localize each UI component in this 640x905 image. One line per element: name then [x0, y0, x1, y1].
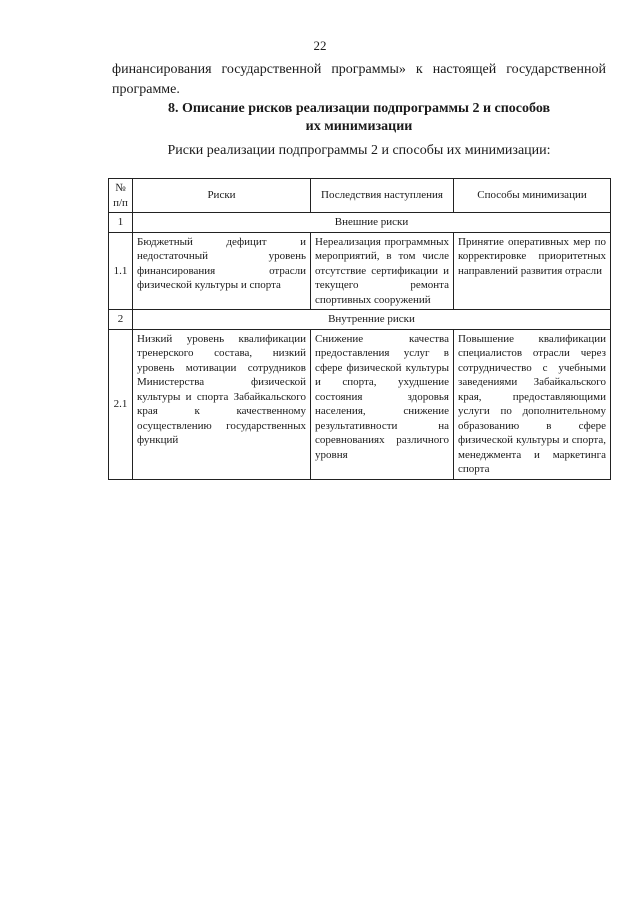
intro-line-1: финансирования государственной программы» к настоящей государственной	[112, 62, 606, 77]
table-header-row	[109, 179, 611, 213]
group-row-external	[109, 213, 611, 233]
risk-cell: Низкий уровень квалификации тренерского состава, низкий уровень мотивации сотрудников Министерства физической культуры и спорта Забайкальского края к качественному осуществлению государственных функций	[133, 329, 311, 479]
group-label: Внутренние риски	[133, 310, 611, 330]
group-num: 2	[109, 310, 133, 330]
risk-cell: Бюджетный дефицит и недостаточный уровень финансирования отрасли физической культуры и спорта	[133, 232, 311, 310]
section-heading	[112, 100, 606, 136]
method-cell: Принятие оперативных мер по корректировке приоритетных направлений развития отрасли	[454, 232, 611, 310]
intro-paragraph	[112, 60, 606, 100]
group-row-internal	[109, 310, 611, 330]
row-num: 1.1	[109, 232, 133, 310]
section-heading-line-2: их минимизации	[305, 119, 413, 134]
group-num: 1	[109, 213, 133, 233]
consequence-cell: Нереализация программных мероприятий, в том числе отсутствие сертификации и текущего ремонта спортивных сооружений	[311, 232, 454, 310]
consequence-cell: Снижение качества предоставления услуг в сфере физической культуры и спорта, ухудшение состояния здоровья населения, снижение результативности на соревнованиях различного уровня	[311, 329, 454, 479]
intro-line-2: программе.	[112, 82, 180, 97]
table-caption: Риски реализации подпрограммы 2 и способы их минимизации:	[167, 143, 551, 158]
table-row	[109, 329, 611, 479]
row-num: 2.1	[109, 329, 133, 479]
header-methods: Способы минимизации	[454, 179, 611, 213]
method-cell: Повышение квалификации специалистов отрасли через сотрудничество с учебными заведениями Забайкальского края, предоставляющими услуги по дополнительному образованию в сфере физической культуры и спорта, менеджмента и маркетинга спорта	[454, 329, 611, 479]
table-row	[109, 232, 611, 310]
header-risks: Риски	[133, 179, 311, 213]
header-consequences: Последствия наступления	[311, 179, 454, 213]
header-num: № п/п	[109, 179, 133, 213]
risks-table	[108, 178, 611, 480]
group-label: Внешние риски	[133, 213, 611, 233]
page-number: 22	[313, 38, 327, 53]
section-heading-line-1: 8. Описание рисков реализации подпрограммы 2 и способов	[167, 101, 551, 116]
